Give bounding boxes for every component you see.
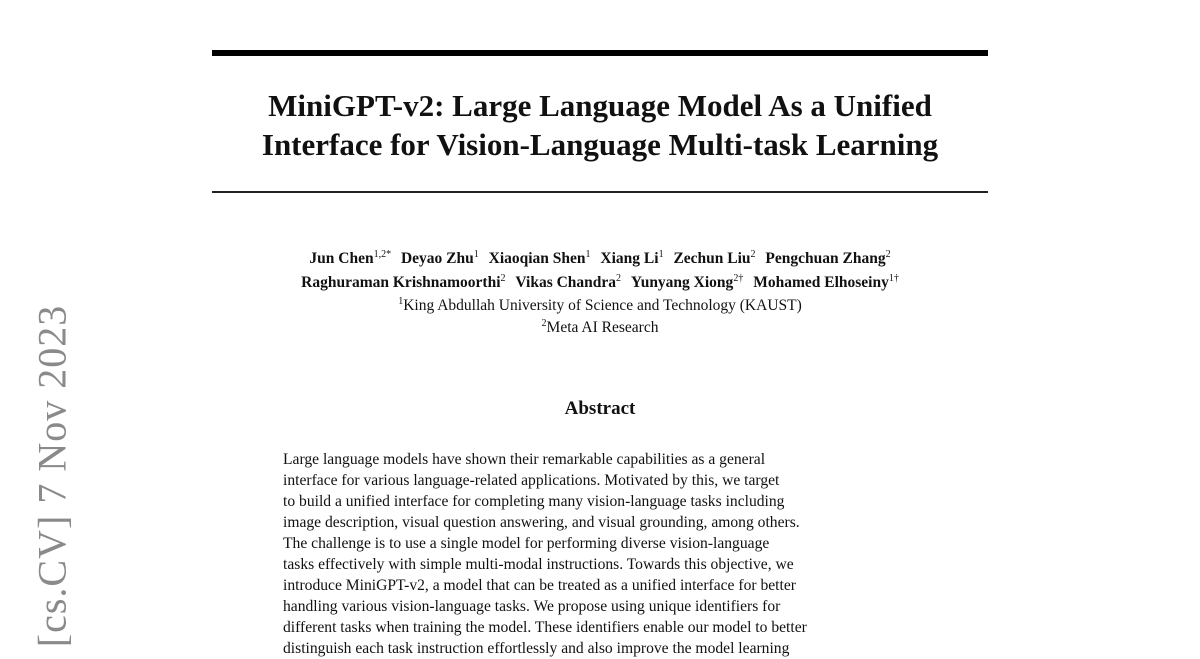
title-line: MiniGPT-v2: Large Language Model As a Unified [268, 88, 932, 123]
affiliation: $^2$Meta AI Research [541, 317, 659, 336]
abstract-line: to build a unified interface for completing many vision-language tasks including [283, 493, 785, 510]
abstract-line: different tasks when training the model. These identifiers enable our model to better [283, 619, 807, 636]
author-line-2 [212, 271, 988, 295]
author: Yunyang Xiong$^{2\dagger}$ [630, 272, 744, 291]
author: Zechun Liu$^2$ [673, 248, 756, 267]
abstract-heading: Abstract [564, 398, 636, 419]
title-line: Interface for Vision-Language Multi-task Learning [261, 127, 939, 162]
author-line-1 [212, 247, 988, 271]
affiliation: $^1$King Abdullah University of Science and Technology (KAUST) [398, 295, 802, 314]
author: Pengchuan Zhang$^2$ [765, 248, 891, 267]
author: Jun Chen$^{1,2*}$ [309, 248, 392, 267]
abstract-line: The challenge is to use a single model for performing diverse vision-language [283, 535, 770, 552]
author-block [212, 247, 988, 339]
abstract-body [283, 449, 923, 659]
author: Deyao Zhu$^1$ [400, 248, 479, 267]
abstract-line: handling various vision-language tasks. We propose using unique identifiers for [283, 598, 781, 615]
paper-title [212, 86, 988, 164]
author: Xiang Li$^1$ [600, 248, 664, 267]
abstract-line: tasks effectively with simple multi-modal instructions. Towards this objective, we [283, 556, 794, 573]
author: Raghuraman Krishnamoorthi$^2$ [301, 272, 506, 291]
title-top-rule [212, 50, 988, 56]
abstract-line: introduce MiniGPT-v2, a model that can be treated as a unified interface for better [283, 577, 796, 594]
abstract-line: image description, visual question answering, and visual grounding, among others. [283, 514, 800, 531]
abstract-line: interface for various language-related applications. Motivated by this, we target [283, 472, 780, 489]
author: Vikas Chandra$^2$ [515, 272, 622, 291]
title-bottom-rule [212, 191, 988, 193]
arxiv-stamp: [cs.CV] 7 Nov 2023 [29, 304, 75, 648]
abstract-line: Large language models have shown their remarkable capabilities as a general [283, 451, 766, 468]
abstract-line: distinguish each task instruction effortlessly and also improve the model learning [283, 640, 790, 657]
author: Xiaoqian Shen$^1$ [488, 248, 591, 267]
author: Mohamed Elhoseiny$^{1\dagger}$ [753, 272, 899, 291]
